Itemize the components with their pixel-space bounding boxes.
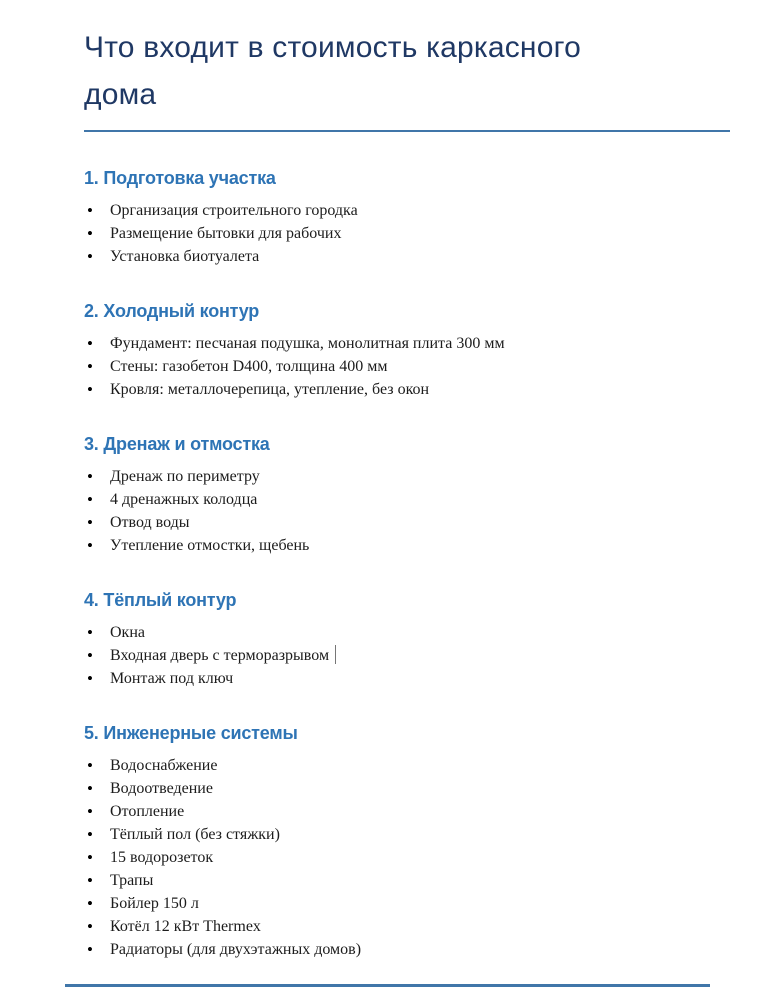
list-item-text: Стены: газобетон D400, толщина 400 мм (110, 358, 388, 375)
section-heading: 3. Дренаж и отмостка (84, 434, 270, 454)
list-item-text: Фундамент: песчаная подушка, монолитная плита 300 мм (110, 335, 505, 352)
bullet-list (84, 199, 730, 268)
list-item (84, 777, 730, 800)
list-item (84, 534, 730, 557)
section (84, 168, 730, 268)
bullet-icon: • (87, 825, 93, 844)
list-item (84, 332, 730, 355)
list-item (84, 355, 730, 378)
list-item-text: Утепление отмостки, щебень (110, 537, 310, 554)
list-item (84, 823, 730, 846)
list-item-text: Тёплый пол (без стяжки) (110, 826, 280, 843)
list-item-text: Дренаж по периметру (110, 468, 260, 485)
list-item (84, 846, 730, 869)
list-item (84, 915, 730, 938)
list-item-text: Установка биотуалета (110, 248, 260, 265)
page-title (84, 24, 730, 132)
list-item-text: Окна (110, 624, 145, 641)
section (84, 590, 730, 690)
bullet-icon: • (87, 779, 93, 798)
list-item-text: Входная дверь с терморазрывом (110, 647, 330, 664)
bullet-icon: • (87, 513, 93, 532)
bullet-icon: • (87, 224, 93, 243)
list-item-text: Бойлер 150 л (110, 895, 199, 912)
list-item (84, 938, 730, 961)
list-item-text: 4 дренажных колодца (110, 491, 258, 508)
bullet-list (84, 621, 730, 690)
list-item (84, 892, 730, 915)
list-item-text: 15 водорозеток (110, 849, 214, 866)
bullet-icon: • (87, 917, 93, 936)
list-item (84, 754, 730, 777)
bullet-icon: • (87, 848, 93, 867)
section-heading: 2. Холодный контур (84, 301, 260, 321)
list-item (84, 621, 730, 644)
list-item-text: Размещение бытовки для рабочих (110, 225, 342, 242)
list-item (84, 869, 730, 892)
list-item (84, 245, 730, 268)
bullet-icon: • (87, 467, 93, 486)
list-item-text: Отвод воды (110, 514, 190, 531)
bullet-icon: • (87, 201, 93, 220)
bullet-icon: • (87, 247, 93, 266)
page-title-text: Что входит в стоимость каркасного дома (84, 31, 581, 111)
list-item (84, 199, 730, 222)
list-item-text: Трапы (110, 872, 154, 889)
list-item-text: Кровля: металлочерепица, утепление, без окон (110, 381, 430, 398)
list-item (84, 511, 730, 534)
list-item (84, 465, 730, 488)
list-item (84, 378, 730, 401)
bullet-icon: • (87, 646, 93, 665)
bullet-list (84, 754, 730, 961)
list-item (84, 800, 730, 823)
bullet-icon: • (87, 490, 93, 509)
bullet-icon: • (87, 536, 93, 555)
bullet-icon: • (87, 894, 93, 913)
section-heading: 5. Инженерные системы (84, 723, 298, 743)
bullet-list (84, 332, 730, 401)
bullet-icon: • (87, 334, 93, 353)
list-item-text: Радиаторы (для двухэтажных домов) (110, 941, 362, 958)
list-item-text: Водоотведение (110, 780, 213, 797)
sections-container (84, 168, 730, 961)
bullet-icon: • (87, 940, 93, 959)
section-heading: 1. Подготовка участка (84, 168, 276, 188)
bullet-icon: • (87, 756, 93, 775)
list-item-text: Отопление (110, 803, 185, 820)
bullet-icon: • (87, 802, 93, 821)
bullet-icon: • (87, 669, 93, 688)
bullet-icon: • (87, 380, 93, 399)
section (84, 723, 730, 961)
list-item-text: Водоснабжение (110, 757, 218, 774)
list-item (84, 644, 730, 667)
list-item (84, 667, 730, 690)
section-heading: 4. Тёплый контур (84, 590, 237, 610)
section (84, 434, 730, 557)
bullet-icon: • (87, 357, 93, 376)
section (84, 301, 730, 401)
text-cursor (335, 645, 336, 664)
list-item (84, 222, 730, 245)
list-item-text: Котёл 12 кВт Thermex (110, 918, 261, 935)
list-item-text: Организация строительного городка (110, 202, 358, 219)
list-item (84, 488, 730, 511)
page-bottom-rule (65, 984, 710, 987)
bullet-icon: • (87, 871, 93, 890)
bullet-icon: • (87, 623, 93, 642)
bullet-list (84, 465, 730, 557)
list-item-text: Монтаж под ключ (110, 670, 234, 687)
